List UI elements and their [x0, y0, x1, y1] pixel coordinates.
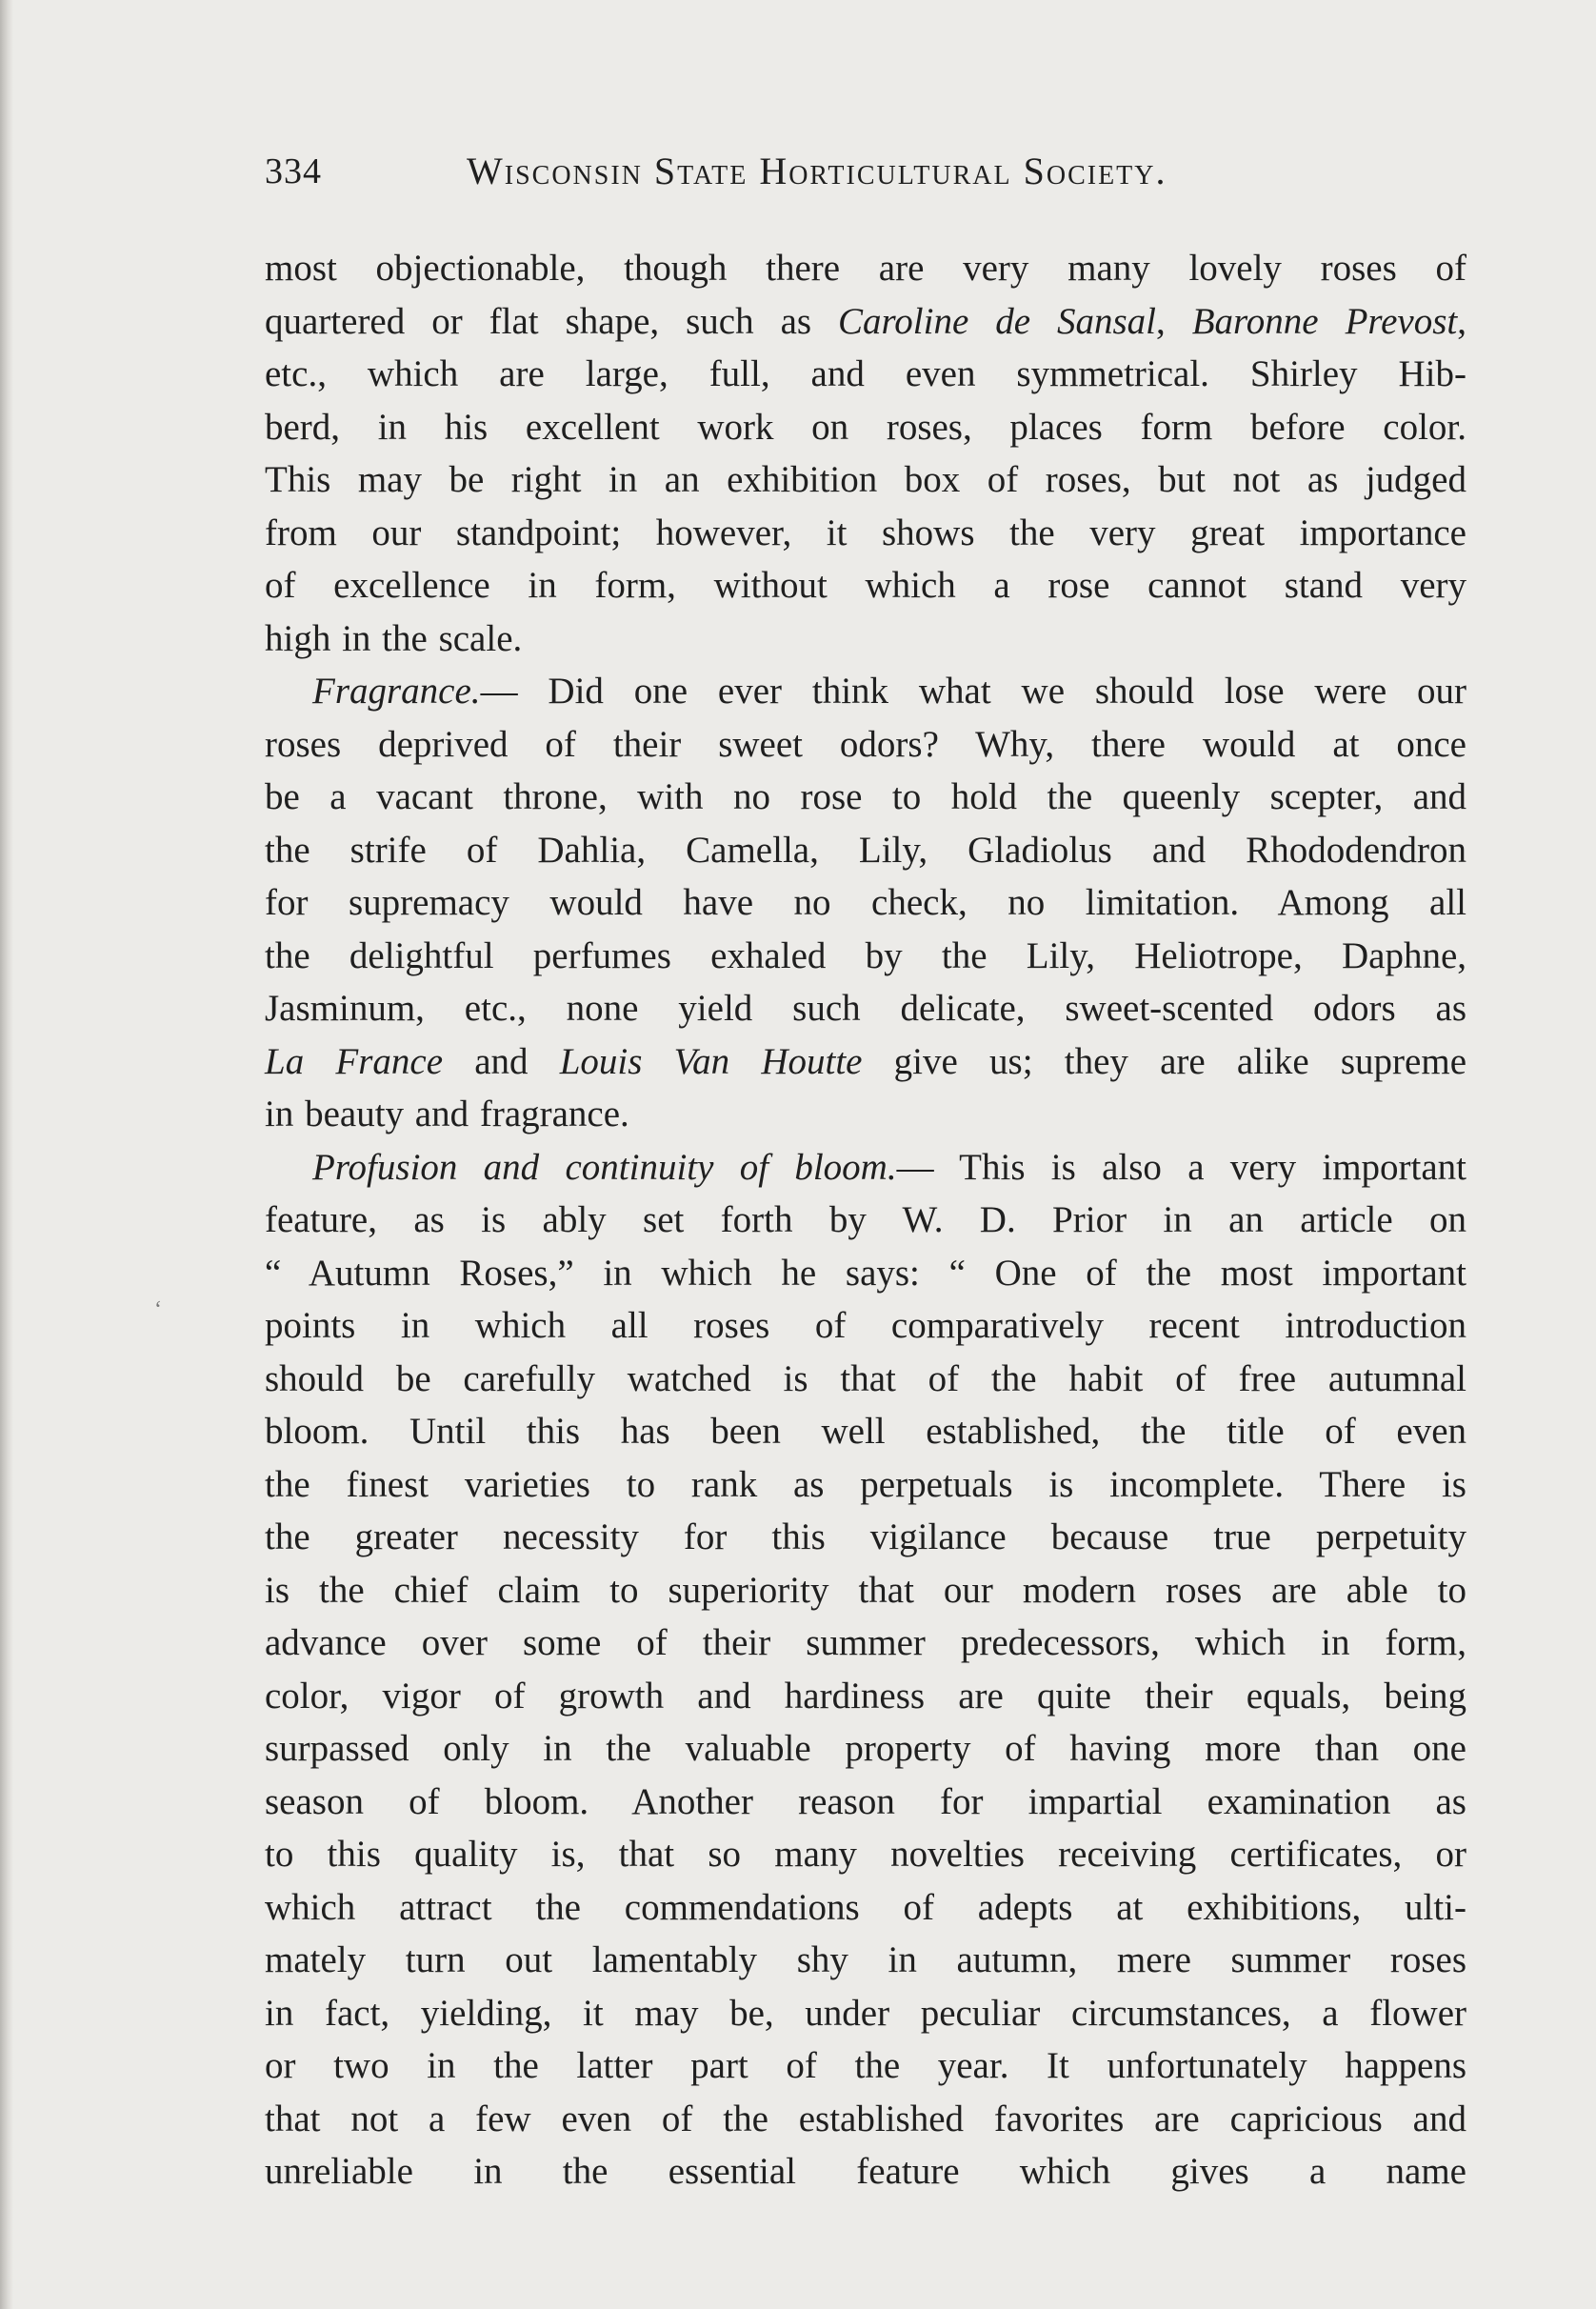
- text-span: ,: [1156, 300, 1192, 342]
- page-number: 334: [265, 151, 322, 191]
- text-line: be a vacant throne, with no rose to hold the queenly scepter, and: [265, 776, 1466, 817]
- rose-name-baronne-prevost: Baronne Prevost: [1191, 300, 1458, 342]
- text-span: — Did one ever think what we should lose were our: [480, 671, 1466, 712]
- text-line: unreliable in the essential feature which gives a name: [265, 2151, 1466, 2192]
- text-line: etc., which are large, full, and even symmetrical. Shirley Hib-: [265, 353, 1466, 394]
- body-text: [265, 242, 1466, 2199]
- text-line: the delightful perfumes exhaled by the Lily, Heliotrope, Daphne,: [265, 934, 1466, 976]
- text-span: give us; they are alike supreme: [862, 1040, 1466, 1082]
- text-line: or two in the latter part of the year. It unfortunately happens: [265, 2045, 1466, 2086]
- text-span: quartered or flat shape, such as: [265, 300, 839, 342]
- text-span: — This is also a very important: [896, 1146, 1467, 1188]
- text-line: to this quality is, that so many novelties receiving certificates, or: [265, 1834, 1466, 1875]
- section-heading-fragrance: Fragrance.: [312, 671, 481, 712]
- text-line: feature, as is ably set forth by W. D. Prior in an article on: [265, 1199, 1466, 1240]
- text-line: most objectionable, though there are very many lovely roses of: [265, 248, 1466, 289]
- text-line: mately turn out lamentably shy in autumn, mere summer roses: [265, 1939, 1466, 1980]
- text-line: the strife of Dahlia, Camella, Lily, Gladiolus and Rhododendron: [265, 829, 1466, 871]
- text-line: [265, 295, 1466, 349]
- text-line: of excellence in form, without which a rose cannot stand very: [265, 565, 1466, 606]
- rose-name-louis-van-houtte: Louis Van Houtte: [559, 1040, 863, 1082]
- text-line: for supremacy would have no check, no limitation. Among all: [265, 882, 1466, 923]
- text-line: that not a few even of the established favorites are capricious and: [265, 2098, 1466, 2139]
- page-header: [265, 143, 1474, 200]
- text-line: which attract the commendations of adepts at exhibitions, ulti-: [265, 1886, 1466, 1928]
- text-line: This may be right in an exhibition box of roses, but not as judged: [265, 459, 1466, 500]
- margin-mark: ‘: [154, 1297, 162, 1322]
- page-gutter-shadow: [0, 0, 13, 2309]
- text-line: [265, 665, 1466, 718]
- text-line: “ Autumn Roses,” in which he says: “ One of the most important: [265, 1252, 1466, 1294]
- running-title: Wisconsin State Horticultural Society.: [467, 150, 1167, 192]
- text-line: high in the scale.: [265, 617, 523, 659]
- text-line: in beauty and fragrance.: [265, 1094, 629, 1134]
- text-line: bloom. Until this has been well established, the title of even: [265, 1411, 1466, 1452]
- text-line: color, vigor of growth and hardiness are quite their equals, being: [265, 1675, 1466, 1717]
- text-line: surpassed only in the valuable property of having more than one: [265, 1728, 1466, 1769]
- text-line: points in which all roses of comparatively recent introduction: [265, 1305, 1466, 1346]
- text-line: [265, 1141, 1466, 1195]
- text-line: is the chief claim to superiority that our modern roses are able to: [265, 1569, 1466, 1611]
- text-line: advance over some of their summer predecessors, which in form,: [265, 1622, 1466, 1663]
- text-line: from our standpoint; however, it shows the very great importance: [265, 512, 1466, 553]
- text-span: and: [443, 1040, 560, 1082]
- text-line: [265, 1035, 1466, 1089]
- section-heading-profusion: Profusion and continuity of bloom.: [312, 1146, 897, 1188]
- text-line: in fact, yielding, it may be, under peculiar circumstances, a flower: [265, 1992, 1466, 2034]
- text-line: berd, in his excellent work on roses, places form before color.: [265, 406, 1466, 448]
- text-line: should be carefully watched is that of the habit of free autumnal: [265, 1357, 1466, 1399]
- text-line: the finest varieties to rank as perpetuals is incomplete. There is: [265, 1463, 1466, 1505]
- text-span: ,: [1457, 300, 1466, 342]
- text-line: Jasminum, etc., none yield such delicate, sweet-scented odors as: [265, 988, 1466, 1029]
- text-line: the greater necessity for this vigilance because true perpetuity: [265, 1516, 1466, 1557]
- rose-name-la-france: La France: [265, 1040, 444, 1082]
- text-line: season of bloom. Another reason for impartial examination as: [265, 1780, 1466, 1822]
- rose-name-caroline-de-sansal: Caroline de Sansal: [838, 300, 1157, 342]
- text-line: roses deprived of their sweet odors? Why, there would at once: [265, 723, 1466, 765]
